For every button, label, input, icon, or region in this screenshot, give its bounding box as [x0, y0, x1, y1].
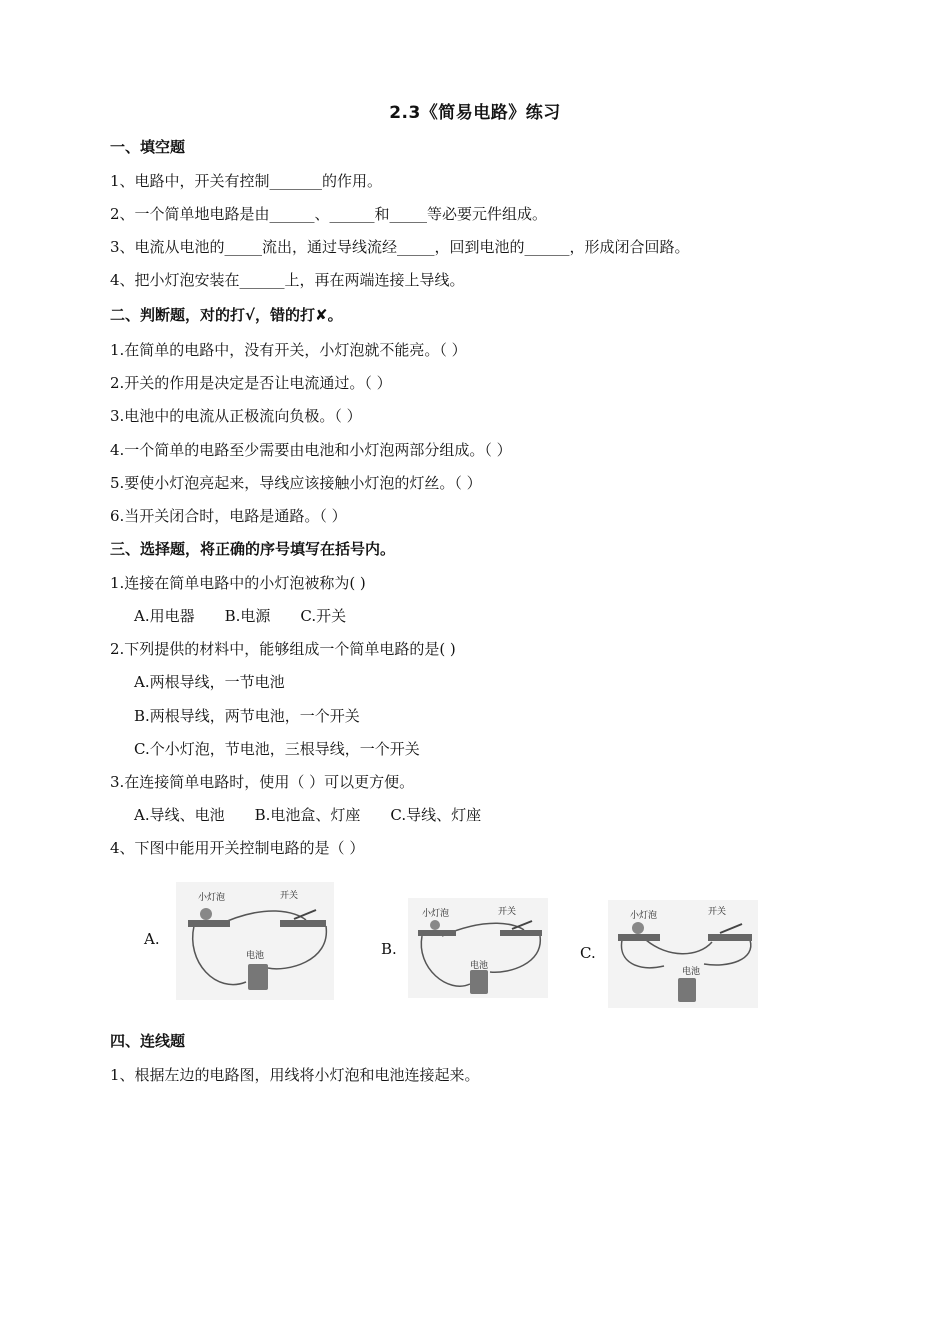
figure-b-switch-label: 开关 — [498, 907, 517, 917]
figure-a-battery-label: 电池 — [246, 951, 265, 961]
true-false-q6: 6.当开关闭合时，电路是通路。（ ） — [110, 507, 347, 525]
choice-q3: 3.在连接简单电路时，使用（ ）可以更方便。 — [110, 773, 415, 791]
true-false-q4: 4.一个简单的电路至少需要由电池和小灯泡两部分组成。（ ） — [110, 441, 512, 459]
matching-q1: 1、根据左边的电路图，用线将小灯泡和电池连接起来。 — [110, 1066, 480, 1084]
choice-q1: 1.连接在简单电路中的小灯泡被称为( ) — [110, 574, 366, 592]
circuit-figure-b — [408, 898, 548, 998]
choice-q4: 4、下图中能用开关控制电路的是（ ） — [110, 839, 365, 857]
choice-q2-option-b: B.两根导线，两节电池，一个开关 — [134, 707, 360, 725]
section-fill-blank-heading: 一、填空题 — [110, 138, 186, 156]
choice-q1-option-b: B.电源 — [224, 607, 271, 625]
fill-blank-q4: 4、把小灯泡安装在______上，再在两端连接上导线。 — [110, 271, 465, 289]
figure-a-bulb-label: 小灯泡 — [198, 893, 226, 903]
choice-q3-option-c: C.导线、灯座 — [390, 806, 482, 824]
choice-q1-option-a: A.用电器 — [134, 607, 195, 625]
true-false-q5: 5.要使小灯泡亮起来，导线应该接触小灯泡的灯丝。（ ） — [110, 474, 482, 492]
section-choice-heading: 三、选择题，将正确的序号填写在括号内。 — [110, 540, 396, 558]
figure-b-letter: B. — [381, 940, 397, 958]
true-false-q1: 1.在简单的电路中，没有开关，小灯泡就不能亮。（ ） — [110, 341, 467, 359]
true-false-q3: 3.电池中的电流从正极流向负极。（ ） — [110, 407, 362, 425]
choice-q1-option-c: C.开关 — [300, 607, 347, 625]
fill-blank-q3: 3、电流从电池的_____流出，通过导线流经_____，回到电池的______，形成闭合回路。 — [110, 238, 690, 256]
circuit-figure-a — [176, 882, 334, 1000]
choice-q3-options — [134, 804, 511, 825]
choice-q1-options — [134, 605, 376, 626]
fill-blank-q2: 2、一个简单地电路是由______、______和_____等必要元件组成。 — [110, 205, 548, 223]
page-title: 2.3《简易电路》练习 — [389, 103, 561, 123]
section-true-false-heading: 二、判断题，对的打√，错的打✘。 — [110, 306, 343, 324]
choice-q2-option-a: A.两根导线，一节电池 — [134, 673, 285, 691]
figure-c-letter: C. — [580, 944, 596, 962]
figure-c-battery-label: 电池 — [682, 967, 701, 977]
choice-q2: 2.下列提供的材料中，能够组成一个简单电路的是( ) — [110, 640, 456, 658]
figure-c-switch-label: 开关 — [708, 907, 727, 917]
figure-b-battery-label: 电池 — [470, 961, 489, 971]
circuit-figure-c — [608, 900, 758, 1008]
figure-a-letter: A. — [144, 930, 160, 948]
figure-a-switch-label: 开关 — [280, 891, 299, 901]
choice-q2-option-c: C.个小灯泡，节电池，三根导线，一个开关 — [134, 740, 420, 758]
figure-c-bulb-label: 小灯泡 — [630, 911, 658, 921]
choice-q3-option-a: A.导线、电池 — [134, 806, 225, 824]
true-false-q2: 2.开关的作用是决定是否让电流通过。（ ） — [110, 374, 392, 392]
section-matching-heading: 四、连线题 — [110, 1032, 186, 1050]
choice-q3-option-b: B.电池盒、灯座 — [254, 806, 361, 824]
fill-blank-q1: 1、电路中，开关有控制_______的作用。 — [110, 172, 383, 190]
figure-b-bulb-label: 小灯泡 — [422, 909, 450, 919]
